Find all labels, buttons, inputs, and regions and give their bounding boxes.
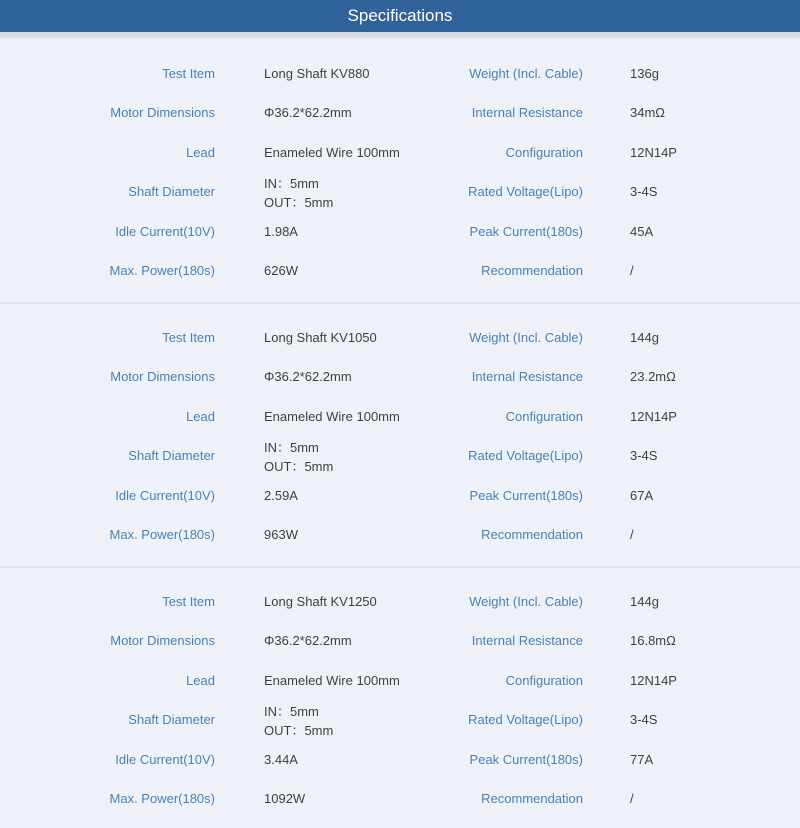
peak-current-value: 45A: [630, 224, 654, 239]
internal-resistance-value: 34mΩ: [630, 105, 666, 120]
shaft-out-value: OUT：5mm: [264, 195, 334, 210]
idle-current-value: 2.59A: [264, 488, 298, 503]
spec-row-idle-current: [0, 488, 800, 508]
rated-voltage-label: Rated Voltage(Lipo): [468, 184, 583, 199]
lead-value: Enameled Wire 100mm: [264, 145, 400, 160]
rated-voltage-label: Rated Voltage(Lipo): [468, 712, 583, 727]
peak-current-label: Peak Current(180s): [469, 752, 583, 767]
motor-dimensions-label: Motor Dimensions: [110, 633, 215, 648]
motor-dimensions-value: Φ36.2*62.2mm: [264, 633, 352, 648]
specifications-header: [0, 0, 800, 38]
spec-row-lead: [0, 409, 800, 429]
spec-row-shaft-diameter: [0, 176, 800, 210]
spec-row-motor-dimensions: [0, 105, 800, 125]
configuration-label: Configuration: [505, 145, 583, 160]
spec-row-shaft-diameter: [0, 704, 800, 738]
shaft-in-value: IN：5mm: [264, 440, 319, 455]
internal-resistance-label: Internal Resistance: [471, 369, 583, 384]
internal-resistance-value: 23.2mΩ: [630, 369, 676, 384]
peak-current-value: 77A: [630, 752, 654, 767]
rated-voltage-label: Rated Voltage(Lipo): [468, 448, 583, 463]
rated-voltage-value: 3-4S: [630, 184, 658, 199]
lead-value: Enameled Wire 100mm: [264, 409, 400, 424]
idle-current-label: Idle Current(10V): [115, 752, 215, 767]
shaft-diameter-value: [264, 702, 333, 740]
motor-dimensions-value: Φ36.2*62.2mm: [264, 369, 352, 384]
peak-current-label: Peak Current(180s): [469, 224, 583, 239]
motor-dimensions-label: Motor Dimensions: [110, 369, 215, 384]
weight-value: 144g: [630, 594, 659, 609]
test-item-value: Long Shaft KV1250: [264, 594, 377, 609]
spec-row-shaft-diameter: [0, 440, 800, 474]
shaft-diameter-label: Shaft Diameter: [128, 184, 215, 199]
configuration-value: 12N14P: [630, 673, 677, 688]
motor-dimensions-label: Motor Dimensions: [110, 105, 215, 120]
lead-label: Lead: [186, 673, 215, 688]
shaft-diameter-label: Shaft Diameter: [128, 448, 215, 463]
shaft-out-value: OUT：5mm: [264, 723, 334, 738]
recommendation-value: /: [630, 263, 634, 278]
spec-block-kv1050: [0, 302, 800, 566]
spec-block-kv1250: [0, 566, 800, 828]
recommendation-label: Recommendation: [481, 791, 583, 806]
test-item-value: Long Shaft KV880: [264, 66, 370, 81]
idle-current-value: 1.98A: [264, 224, 298, 239]
configuration-label: Configuration: [505, 673, 583, 688]
test-item-label: Test Item: [162, 66, 215, 81]
spec-block-kv880: [0, 38, 800, 302]
lead-label: Lead: [186, 145, 215, 160]
idle-current-label: Idle Current(10V): [115, 488, 215, 503]
shaft-diameter-value: [264, 174, 333, 212]
rated-voltage-value: 3-4S: [630, 712, 658, 727]
idle-current-value: 3.44A: [264, 752, 298, 767]
max-power-label: Max. Power(180s): [109, 791, 215, 806]
weight-label: Weight (Incl. Cable): [469, 66, 583, 81]
peak-current-value: 67A: [630, 488, 654, 503]
shaft-diameter-value: [264, 438, 333, 476]
configuration-label: Configuration: [505, 409, 583, 424]
spec-row-test-item: [0, 594, 800, 614]
test-item-label: Test Item: [162, 330, 215, 345]
spec-row-max-power: [0, 263, 800, 283]
weight-value: 144g: [630, 330, 659, 345]
weight-value: 136g: [630, 66, 659, 81]
spec-row-lead: [0, 145, 800, 165]
spec-row-lead: [0, 673, 800, 693]
spec-row-max-power: [0, 527, 800, 547]
spec-row-idle-current: [0, 224, 800, 244]
recommendation-value: /: [630, 791, 634, 806]
page-title: Specifications: [347, 6, 453, 25]
shaft-in-value: IN：5mm: [264, 704, 319, 719]
internal-resistance-value: 16.8mΩ: [630, 633, 676, 648]
internal-resistance-label: Internal Resistance: [471, 633, 583, 648]
configuration-value: 12N14P: [630, 145, 677, 160]
configuration-value: 12N14P: [630, 409, 677, 424]
spec-row-max-power: [0, 791, 800, 811]
max-power-label: Max. Power(180s): [109, 263, 215, 278]
shaft-in-value: IN：5mm: [264, 176, 319, 191]
weight-label: Weight (Incl. Cable): [469, 594, 583, 609]
peak-current-label: Peak Current(180s): [469, 488, 583, 503]
shaft-out-value: OUT：5mm: [264, 459, 334, 474]
weight-label: Weight (Incl. Cable): [469, 330, 583, 345]
spec-row-motor-dimensions: [0, 633, 800, 653]
recommendation-label: Recommendation: [481, 263, 583, 278]
max-power-value: 1092W: [264, 791, 306, 806]
rated-voltage-value: 3-4S: [630, 448, 658, 463]
lead-label: Lead: [186, 409, 215, 424]
spec-row-test-item: [0, 330, 800, 350]
spec-row-test-item: [0, 66, 800, 86]
spec-row-motor-dimensions: [0, 369, 800, 389]
test-item-value: Long Shaft KV1050: [264, 330, 377, 345]
recommendation-label: Recommendation: [481, 527, 583, 542]
max-power-value: 963W: [264, 527, 298, 542]
shaft-diameter-label: Shaft Diameter: [128, 712, 215, 727]
idle-current-label: Idle Current(10V): [115, 224, 215, 239]
max-power-label: Max. Power(180s): [109, 527, 215, 542]
test-item-label: Test Item: [162, 594, 215, 609]
internal-resistance-label: Internal Resistance: [471, 105, 583, 120]
recommendation-value: /: [630, 527, 634, 542]
motor-dimensions-value: Φ36.2*62.2mm: [264, 105, 352, 120]
max-power-value: 626W: [264, 263, 298, 278]
lead-value: Enameled Wire 100mm: [264, 673, 400, 688]
spec-row-idle-current: [0, 752, 800, 772]
